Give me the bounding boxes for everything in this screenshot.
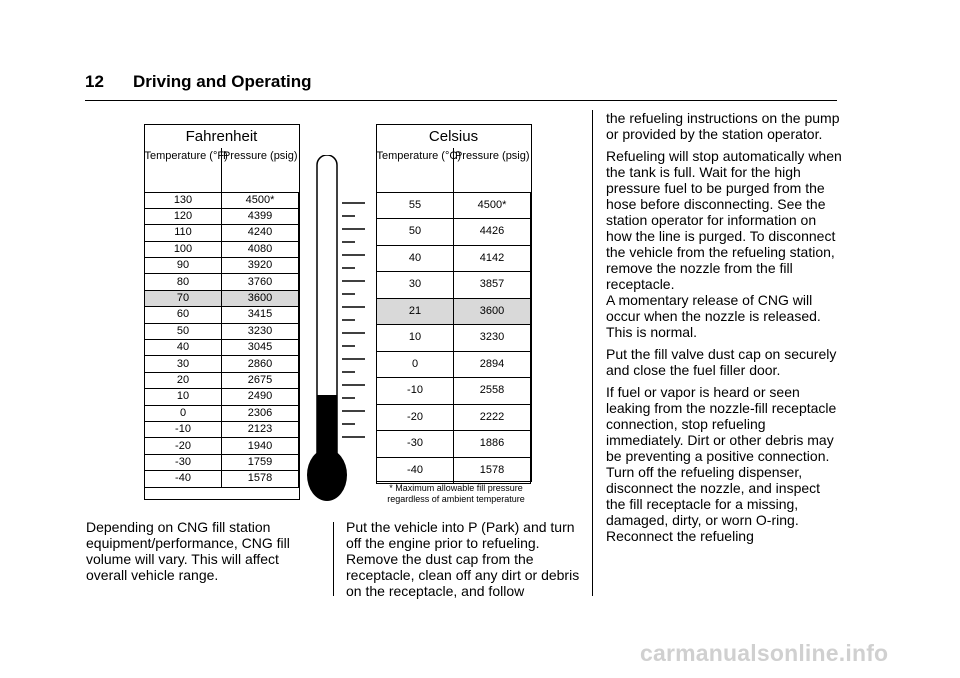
fahrenheit-title: Fahrenheit (185, 127, 258, 145)
table-row (377, 351, 531, 378)
fahrenheit-temp-header: Temperature (°F) (145, 148, 222, 192)
pressure-cell: 2222 (454, 404, 531, 431)
footnote: * Maximum allowable fill pressure regardless of ambient temperature (387, 483, 525, 504)
celsius-rows (377, 192, 531, 484)
pressure-cell: 2558 (454, 378, 531, 405)
table-row (145, 405, 299, 421)
text-column-2 (346, 519, 580, 605)
temperature-cell: 50 (145, 323, 222, 339)
pressure-cell: 2490 (222, 389, 299, 405)
paragraph: Depending on CNG fill station equipment/performance, CNG fill volume will vary. This will affect overall vehicle range. (86, 519, 290, 583)
temperature-cell: 120 (145, 208, 222, 224)
paragraph: If fuel or vapor is heard or seen leaking from the nozzle-fill receptacle connection, stop refueling immediately. Dirt or other debris may be preventing a positive connection. Turn off the refueling dispenser, disconnect the nozzle, and inspect the fill receptacle for a missing, damaged, dirty, or worn O-ring. Reconnect the refueling (606, 384, 837, 544)
celsius-temp-header: Temperature (°C) (377, 148, 454, 192)
paragraph: Put the vehicle into P (Park) and turn off the engine prior to refueling. Remove the dust cap from the receptacle, clean off any dirt or debris on the receptacle, and follow (346, 519, 580, 599)
table-row (145, 323, 299, 339)
temperature-cell: 90 (145, 258, 222, 274)
table-row (377, 404, 531, 431)
table-row (377, 457, 531, 484)
temperature-cell: 40 (377, 245, 454, 272)
celsius-pressure-header: Pressure (psig) (454, 150, 530, 162)
pressure-cell: 3920 (222, 258, 299, 274)
table-row (145, 438, 299, 454)
thermometer-bulb (307, 449, 347, 501)
temperature-cell: 0 (377, 351, 454, 378)
temperature-cell: 40 (145, 340, 222, 356)
thermometer-scale (342, 203, 365, 437)
temperature-cell: 10 (145, 389, 222, 405)
pressure-cell: 3045 (222, 340, 299, 356)
text-column-1 (86, 519, 316, 589)
pressure-cell: 3857 (454, 272, 531, 299)
temperature-cell: 0 (145, 405, 222, 421)
table-row (145, 372, 299, 388)
table-row (145, 307, 299, 323)
table-row (145, 290, 299, 306)
temperature-cell: -30 (145, 454, 222, 470)
pressure-cell: 2675 (222, 372, 299, 388)
table-row (377, 245, 531, 272)
pressure-cell: 1759 (222, 454, 299, 470)
pressure-cell: 3230 (222, 323, 299, 339)
column-divider-1 (333, 522, 334, 596)
page-header (85, 72, 837, 101)
table-row (377, 431, 531, 458)
table-row (145, 208, 299, 224)
table-row (377, 219, 531, 246)
pressure-cell: 4426 (454, 219, 531, 246)
temperature-cell: 20 (145, 372, 222, 388)
table-row (377, 192, 531, 219)
pressure-cell: 2860 (222, 356, 299, 372)
pressure-cell: 1578 (454, 457, 531, 484)
temperature-cell: 30 (145, 356, 222, 372)
text-column-3 (606, 110, 842, 550)
temperature-cell: 100 (145, 241, 222, 257)
fahrenheit-rows (145, 192, 299, 487)
pressure-cell: 3230 (454, 325, 531, 352)
celsius-table (376, 124, 531, 484)
temperature-cell: 30 (377, 272, 454, 299)
table-row (145, 225, 299, 241)
pressure-cell: 3600 (222, 290, 299, 306)
table-row (145, 389, 299, 405)
table-row (145, 356, 299, 372)
pressure-cell: 3600 (454, 298, 531, 325)
fahrenheit-pressure-header: Pressure (psig) (222, 150, 298, 162)
temperature-cell: -20 (145, 438, 222, 454)
pressure-cell: 3760 (222, 274, 299, 290)
pressure-cell: 1940 (222, 438, 299, 454)
temperature-cell: 130 (145, 192, 222, 208)
temperature-cell: 60 (145, 307, 222, 323)
watermark: carmanualsonline.info (640, 640, 889, 666)
pressure-cell: 2894 (454, 351, 531, 378)
pressure-cell: 2123 (222, 421, 299, 437)
table-row (145, 421, 299, 437)
table-row (145, 471, 299, 487)
temperature-cell: 110 (145, 225, 222, 241)
paragraph: Refueling will stop automatically when the tank is full. Wait for the high pressure fuel to be purged from the hose before disconnecting. See the station operator for information on how the line is purged. To disconnect the vehicle from the refueling station, remove the nozzle from the fill receptacle. A momentary release of CNG will occur when the nozzle is released. This is normal. (606, 148, 842, 340)
table-row (145, 241, 299, 257)
temperature-cell: 21 (377, 298, 454, 325)
pressure-cell: 4500* (454, 192, 531, 219)
table-row (145, 192, 299, 208)
pressure-cell: 1886 (454, 431, 531, 458)
table-row (145, 454, 299, 470)
temperature-cell: -20 (377, 404, 454, 431)
temperature-cell: 50 (377, 219, 454, 246)
temperature-cell: 80 (145, 274, 222, 290)
table-row (377, 298, 531, 325)
table-row (145, 274, 299, 290)
pressure-cell: 4399 (222, 208, 299, 224)
temperature-cell: -10 (377, 378, 454, 405)
table-row (145, 340, 299, 356)
celsius-title: Celsius (428, 127, 479, 145)
temperature-cell: 10 (377, 325, 454, 352)
pressure-cell: 4142 (454, 245, 531, 272)
table-row (145, 258, 299, 274)
page-number: 12 (85, 72, 104, 91)
fahrenheit-table (144, 124, 299, 488)
pressure-cell: 4500* (222, 192, 299, 208)
thermometer-graphic (305, 155, 375, 505)
column-divider-2 (592, 110, 593, 596)
temperature-cell: 70 (145, 290, 222, 306)
pressure-cell: 2306 (222, 405, 299, 421)
paragraph: the refueling instructions on the pump or provided by the station operator. (606, 110, 840, 142)
table-row (377, 378, 531, 405)
section-title: Driving and Operating (133, 72, 312, 91)
pressure-cell: 3415 (222, 307, 299, 323)
pressure-cell: 4080 (222, 241, 299, 257)
temperature-cell: 55 (377, 192, 454, 219)
temperature-cell: -10 (145, 421, 222, 437)
table-row (377, 325, 531, 352)
pressure-cell: 4240 (222, 225, 299, 241)
temperature-cell: -40 (145, 471, 222, 487)
temperature-cell: -40 (377, 457, 454, 484)
temperature-cell: -30 (377, 431, 454, 458)
table-row (377, 272, 531, 299)
pressure-cell: 1578 (222, 471, 299, 487)
paragraph: Put the fill valve dust cap on securely and close the fuel filler door. (606, 346, 837, 378)
